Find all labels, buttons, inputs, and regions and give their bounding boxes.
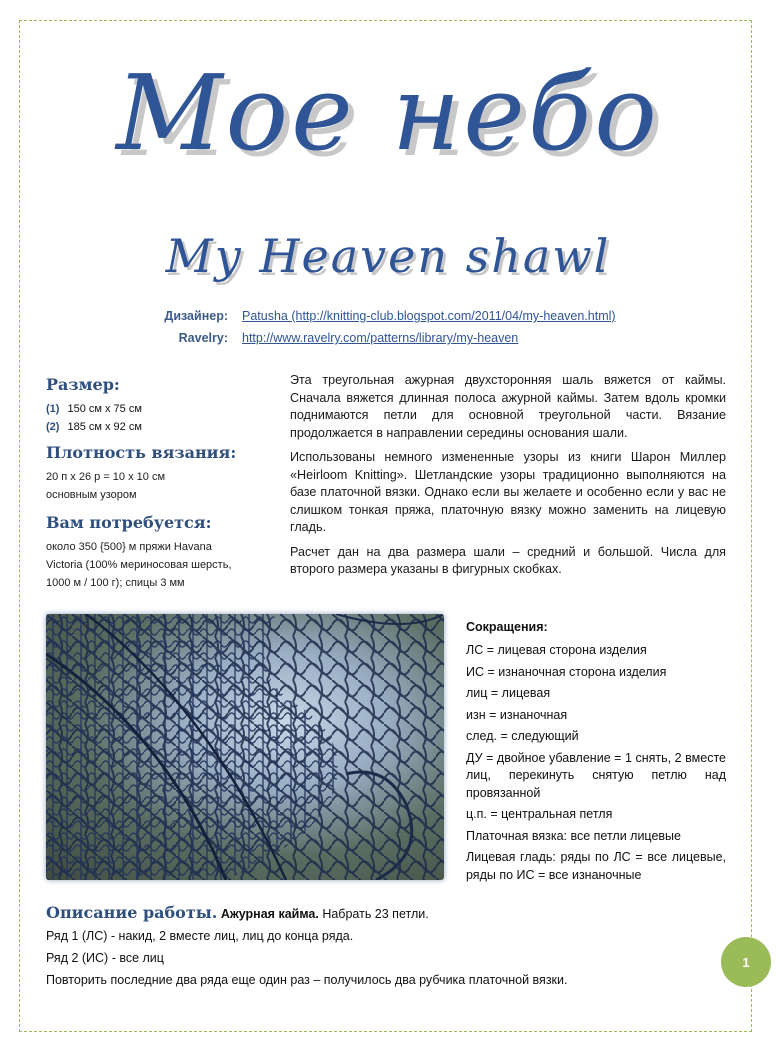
abbreviation-item: след. = следующий (466, 729, 579, 743)
ravelry-label: Ravelry: (178, 331, 228, 345)
ravelry-row (0, 330, 776, 348)
abbreviations-title: Сокращения: (466, 620, 548, 634)
abbreviation-item: Лицевая гладь: ряды по ЛС = все лицевые, ряды по ИС = все изнаночные (466, 850, 726, 882)
page-title: Мое небо (116, 52, 660, 174)
description-header (46, 902, 726, 925)
row-instruction: Ряд 2 (ИС) - все лиц (46, 951, 164, 965)
row-instruction: Ряд 1 (ЛС) - накид, 2 вместе лиц, лиц до конца ряда. (46, 929, 354, 943)
abbreviation-item: ЛС = лицевая сторона изделия (466, 643, 647, 657)
abbreviation-item: ДУ = двойное убавление = 1 снять, 2 вместе лиц, перекинуть снятую петлю над провязанной (466, 750, 726, 800)
gauge-text: 20 п х 26 р = 10 х 10 см основным узором (46, 471, 166, 501)
specs-column (46, 374, 246, 592)
intro-paragraph: Использованы немного измененные узоры из книги Шарон Миллер «Heirloom Knitting». Шетландские узоры традиционно выполняются на базе платочной вязки. Однако если вы желаете и особенно если у вас не слишком тонкая пряжа, платочную вязку можно заменить на лицевую гладь. (290, 450, 726, 534)
lace-pattern-icon (46, 614, 444, 880)
abbreviations-block (466, 618, 726, 888)
abbreviation-item: лиц = лицевая (466, 686, 551, 700)
gauge-heading: Плотность вязания: (46, 443, 237, 462)
intro-column (290, 372, 726, 586)
intro-paragraph: Эта треугольная ажурная двухсторонняя шаль вяжется от каймы. Сначала вяжется длинная полоса ажурной каймы. Затем вдоль кромки поднимаются петли для основной треугольной части. Вязание продолжается в направлении середины основания шали. (290, 373, 726, 440)
description-title: Описание работы. (46, 903, 218, 922)
designer-link[interactable]: Patusha (http://knitting-club.blogspot.com/2011/04/my-heaven.html) (242, 309, 616, 323)
intro-paragraph: Расчет дан на два размера шали – средний и большой. Числа для второго размера указаны в фигурных скобках. (290, 544, 726, 576)
size-item: (2) 185 см х 92 см (46, 421, 142, 433)
description-subtitle: Ажурная кайма. (220, 907, 319, 921)
size-heading: Размер: (46, 375, 120, 394)
abbreviation-item: Платочная вязка: все петли лицевые (466, 828, 681, 843)
lace-shawl-photo (46, 614, 444, 880)
ravelry-link[interactable]: http://www.ravelry.com/patterns/library/my-heaven (242, 331, 519, 345)
size-item: (1) 150 см х 75 см (46, 403, 142, 415)
page-subtitle: My Heaven shawl (165, 229, 611, 283)
size-list (46, 400, 246, 436)
abbreviation-item: изн = изнаночная (466, 707, 568, 722)
designer-label: Дизайнер: (164, 309, 228, 323)
designer-row (0, 308, 776, 326)
description-intro: Набрать 23 петли. (322, 907, 429, 921)
abbreviation-item: ц.п. = центральная петля (466, 807, 613, 821)
page-number-badge: 1 (721, 937, 771, 987)
materials-text: около 350 {500} м пряжи Havana Victoria (100% мериносовая шерсть, 1000 м / 100 г); спицы 3 мм (46, 541, 232, 589)
row-instruction: Повторить последние два ряда еще один раз – получилось два рубчика платочной вязки. (46, 973, 568, 987)
description-block (46, 902, 726, 991)
abbreviation-item: ИС = изнаночная сторона изделия (466, 664, 667, 679)
materials-heading: Вам потребуется: (46, 513, 212, 532)
